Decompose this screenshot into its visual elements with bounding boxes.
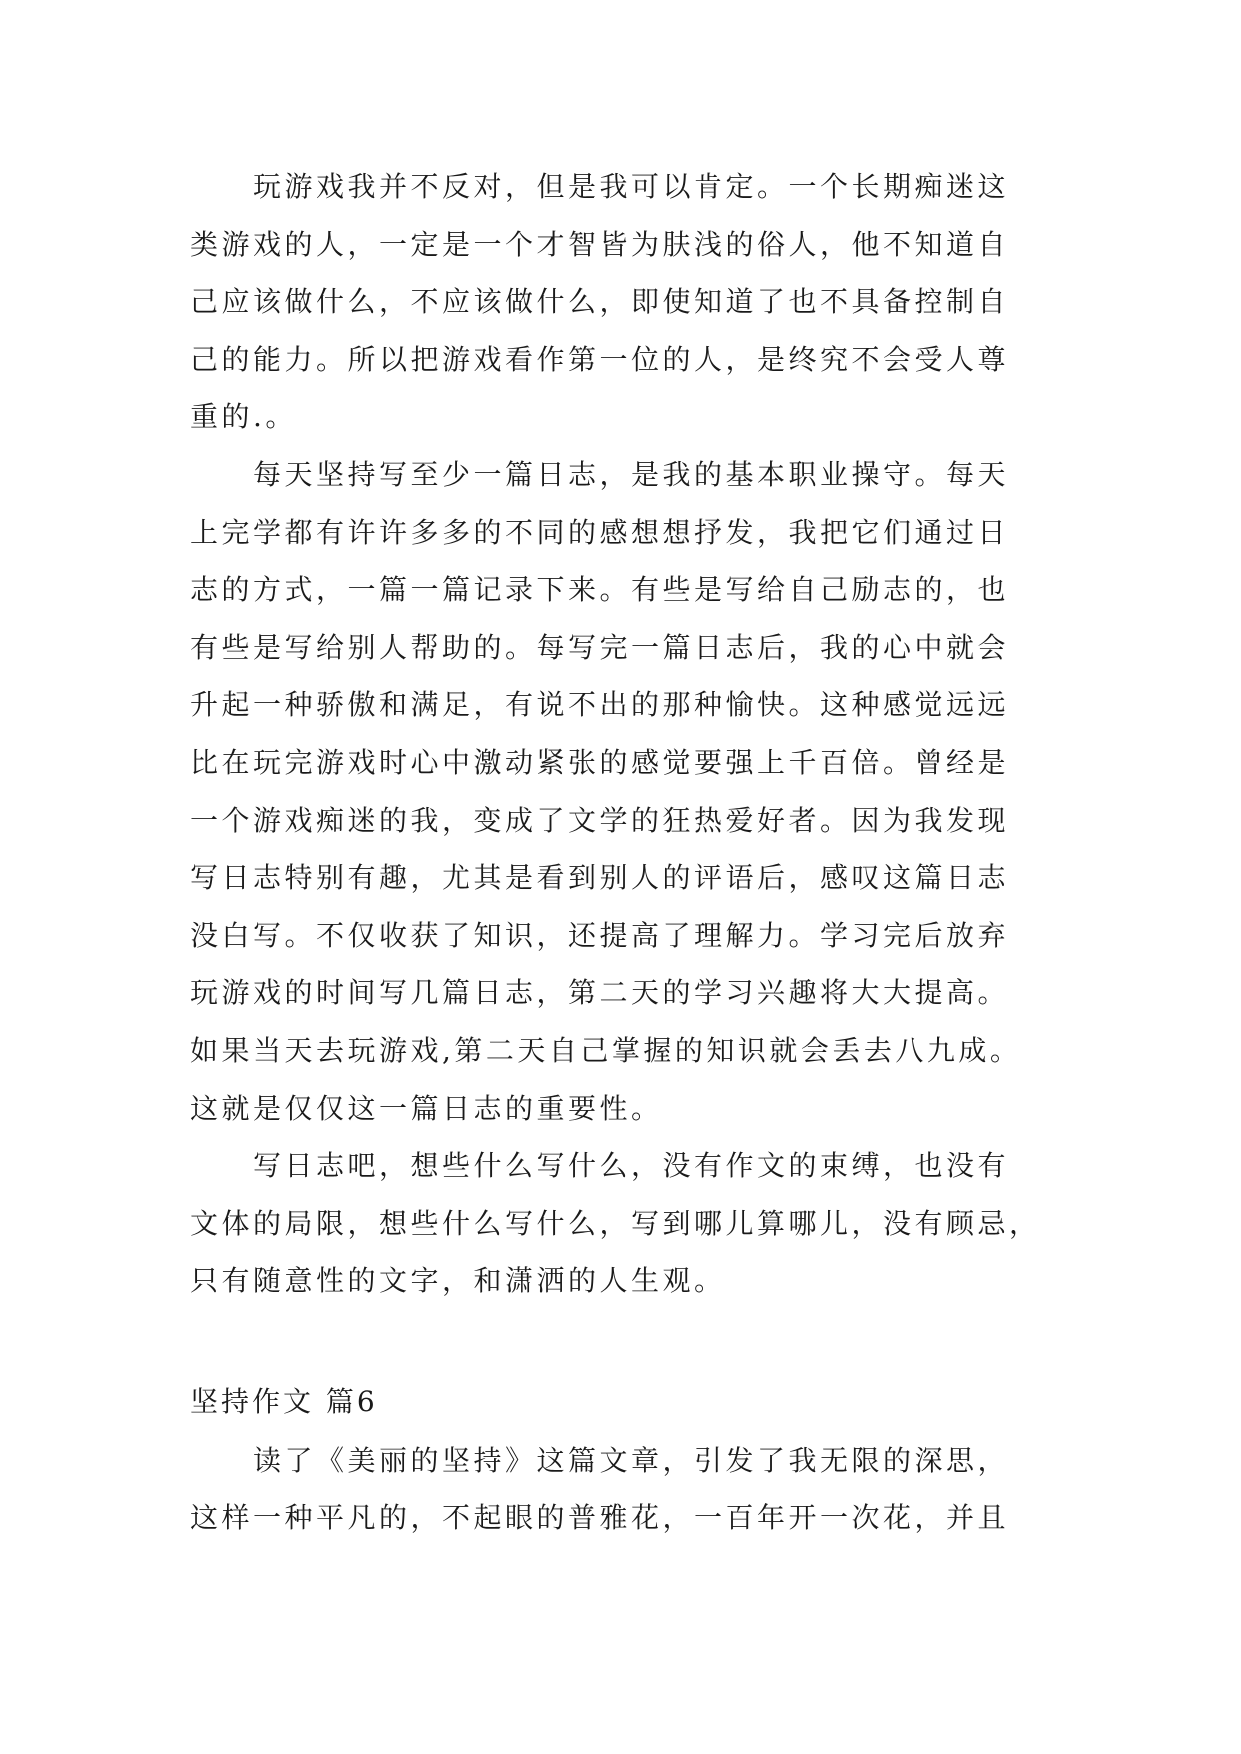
text-line: 己的能力。所以把游戏看作第一位的人，是终究不会受人尊: [190, 342, 1010, 376]
section-heading: 坚持作文 篇6: [190, 1384, 378, 1418]
text-line: 如果当天去玩游戏,第二天自己掌握的知识就会丢去八九成。: [190, 1033, 1022, 1067]
text-line: 升起一种骄傲和满足，有说不出的那种愉快。这种感觉远远: [190, 688, 1010, 722]
text-line: 没白写。不仅收获了知识，还提高了理解力。学习完后放弃: [190, 918, 1010, 952]
text-line: 有些是写给别人帮助的。每写完一篇日志后，我的心中就会: [190, 630, 1010, 664]
text-line: 写日志吧，想些什么写什么，没有作文的束缚，也没有: [190, 1149, 1010, 1183]
text-line: 类游戏的人，一定是一个才智皆为肤浅的俗人，他不知道自: [190, 227, 1010, 261]
document-body: [190, 158, 1060, 1547]
text-line: 比在玩完游戏时心中激动紧张的感觉要强上千百倍。曾经是: [190, 745, 1010, 779]
text-line: 重的.。: [190, 400, 297, 434]
text-line: 读了《美丽的坚持》这篇文章，引发了我无限的深思，: [190, 1443, 1010, 1477]
text-line: 文体的局限，想些什么写什么，写到哪儿算哪儿，没有顾忌，: [190, 1206, 1041, 1240]
text-line: 己应该做什么，不应该做什么，即使知道了也不具备控制自: [190, 285, 1010, 319]
section-gap: [190, 1310, 1060, 1372]
text-line: 志的方式，一篇一篇记录下来。有些是写给自己励志的，也: [190, 573, 1010, 607]
text-line: 每天坚持写至少一篇日志，是我的基本职业操守。每天: [190, 457, 1010, 491]
text-line: 玩游戏的时间写几篇日志，第二天的学习兴趣将大大提高。: [190, 976, 1010, 1010]
text-line: 这就是仅仅这一篇日志的重要性。: [190, 1091, 663, 1125]
text-line: 只有随意性的文字，和潇洒的人生观。: [190, 1264, 726, 1298]
text-line: 一个游戏痴迷的我，变成了文学的狂热爱好者。因为我发现: [190, 803, 1010, 837]
text-line: 上完学都有许许多多的不同的感想想抒发，我把它们通过日: [190, 515, 1010, 549]
text-line: 这样一种平凡的，不起眼的普雅花，一百年开一次花，并且: [190, 1501, 1010, 1535]
text-line: 玩游戏我并不反对，但是我可以肯定。一个长期痴迷这: [190, 170, 1010, 203]
text-line: 写日志特别有趣，尤其是看到别人的评语后，感叹这篇日志: [190, 861, 1010, 895]
